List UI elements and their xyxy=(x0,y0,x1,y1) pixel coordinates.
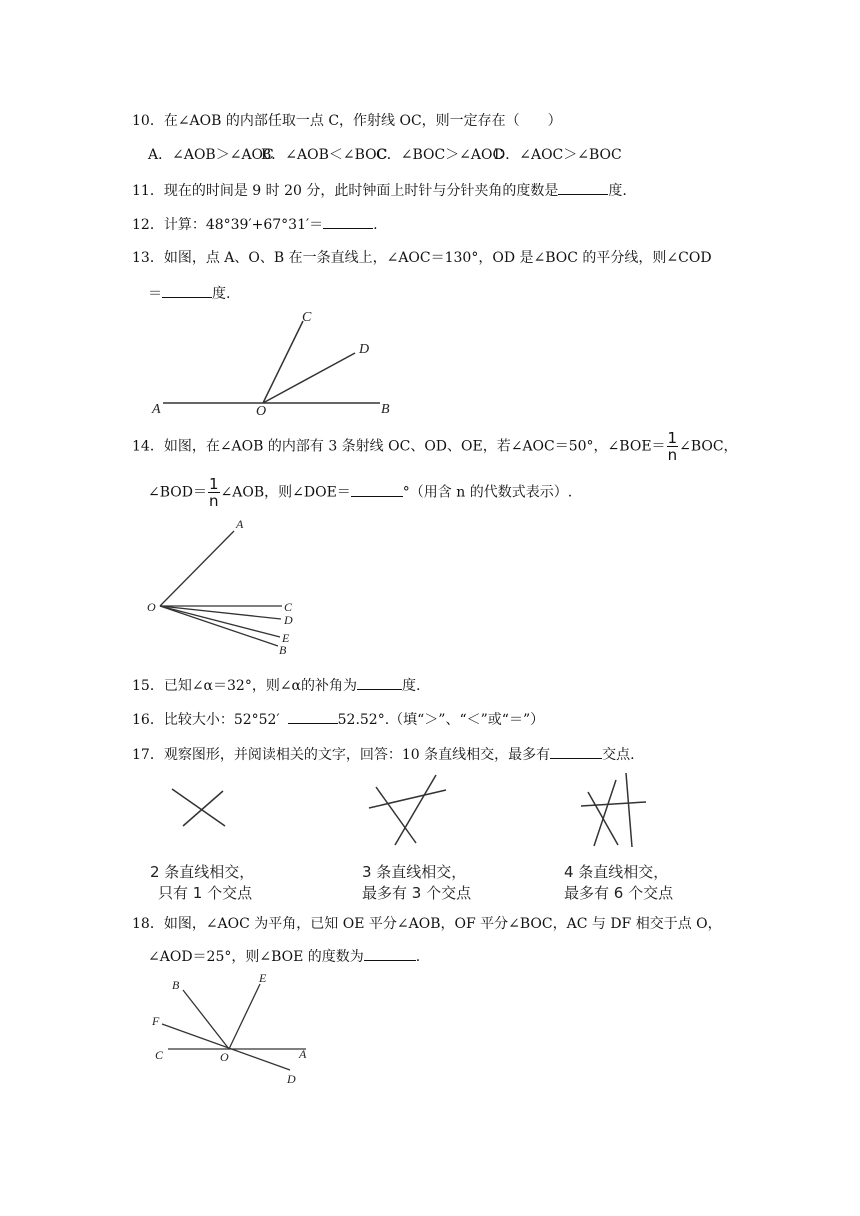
label-c: C xyxy=(302,310,312,325)
label-a: A xyxy=(299,1047,307,1061)
equals-sign: ＝ xyxy=(148,286,162,302)
label-o: O xyxy=(256,404,267,419)
question-12-end: . xyxy=(373,217,378,233)
label-d: D xyxy=(287,1072,296,1086)
question-11-text: 11．现在的时间是 9 时 20 分，此时钟面上时针与分针夹角的度数是 xyxy=(132,183,559,199)
label-a: A xyxy=(236,517,244,531)
ray-oe xyxy=(229,984,260,1049)
question-17-end: 交点. xyxy=(602,747,635,763)
question-11-unit: 度. xyxy=(608,183,627,199)
option-b: B．∠AOB＜∠BOC xyxy=(261,147,388,163)
label-a: A xyxy=(152,402,161,417)
question-12-text: 12．计算：48°39′+67°31′＝ xyxy=(132,217,324,233)
question-14-hint: °（用含 n 的代数式表示）. xyxy=(402,484,573,501)
label-b: B xyxy=(172,978,180,992)
question-14-doe: ∠AOB，则∠DOE＝ xyxy=(220,484,351,501)
option-c: C．∠BOC＞∠AOC xyxy=(376,147,504,163)
question-18-end: . xyxy=(415,949,421,965)
label-b: B xyxy=(381,402,390,417)
label-e: E xyxy=(259,971,267,985)
question-18-text-2: ∠AOD＝25°，则∠BOE 的度数为 xyxy=(148,949,364,965)
question-16-end: 52.52°.（填“＞”、“＜”或“＝”） xyxy=(337,712,545,728)
question-14-bod: ∠BOD＝ xyxy=(148,484,207,501)
fraction-1-over-n: $\frac{1}{n}$ xyxy=(208,475,219,510)
caption-3-lines: 3 条直线相交， 最多有 3 个交点 xyxy=(362,863,472,902)
label-b: B xyxy=(279,643,287,657)
option-d: D．∠AOC＞∠BOC xyxy=(494,147,622,163)
label-d: D xyxy=(359,342,370,357)
label-e: E xyxy=(282,631,290,645)
label-o: O xyxy=(147,600,156,614)
question-15-text: 15．已知∠α＝32°，则∠α的补角为 xyxy=(132,678,357,694)
question-14-text: 14．如图，在∠AOB 的内部有 3 条射线 OC、OD、OE，若∠AOC＝50°，∠BOE＝ xyxy=(132,438,666,455)
question-16-text: 16．比较大小：52°52′ xyxy=(132,712,280,728)
question-14-text-end: ∠BOC， xyxy=(679,438,738,455)
option-a: A．∠AOB＞∠AOC xyxy=(148,147,274,163)
label-d: D xyxy=(284,613,293,627)
label-o: O xyxy=(220,1050,229,1064)
caption-2-lines: 2 条直线相交， 只有 1 个交点 xyxy=(150,863,255,902)
question-17-text: 17．观察图形，并阅读相关的文字，回答：10 条直线相交，最多有 xyxy=(132,747,551,763)
question-13-text: 13．如图，点 A、O、B 在一条直线上，∠AOC＝130°，OD 是∠BOC 的平分线，则∠COD xyxy=(132,250,712,266)
question-15-unit: 度. xyxy=(402,678,421,694)
fraction-1-over-n: $\frac{1}{n}$ xyxy=(667,429,678,464)
question-13-unit: 度. xyxy=(212,286,231,302)
question-10-text: 10．在∠AOB 的内部任取一点 C，作射线 OC，则一定存在（ ） xyxy=(132,113,562,129)
label-c: C xyxy=(284,600,293,614)
caption-4-lines: 4 条直线相交， 最多有 6 个交点 xyxy=(564,863,674,902)
question-18-text: 18．如图，∠AOC 为平角，已知 OE 平分∠AOB，OF 平分∠BOC，AC 与 DF 相交于点 O， xyxy=(132,916,722,932)
label-c: C xyxy=(155,1048,164,1062)
label-f: F xyxy=(152,1014,160,1028)
